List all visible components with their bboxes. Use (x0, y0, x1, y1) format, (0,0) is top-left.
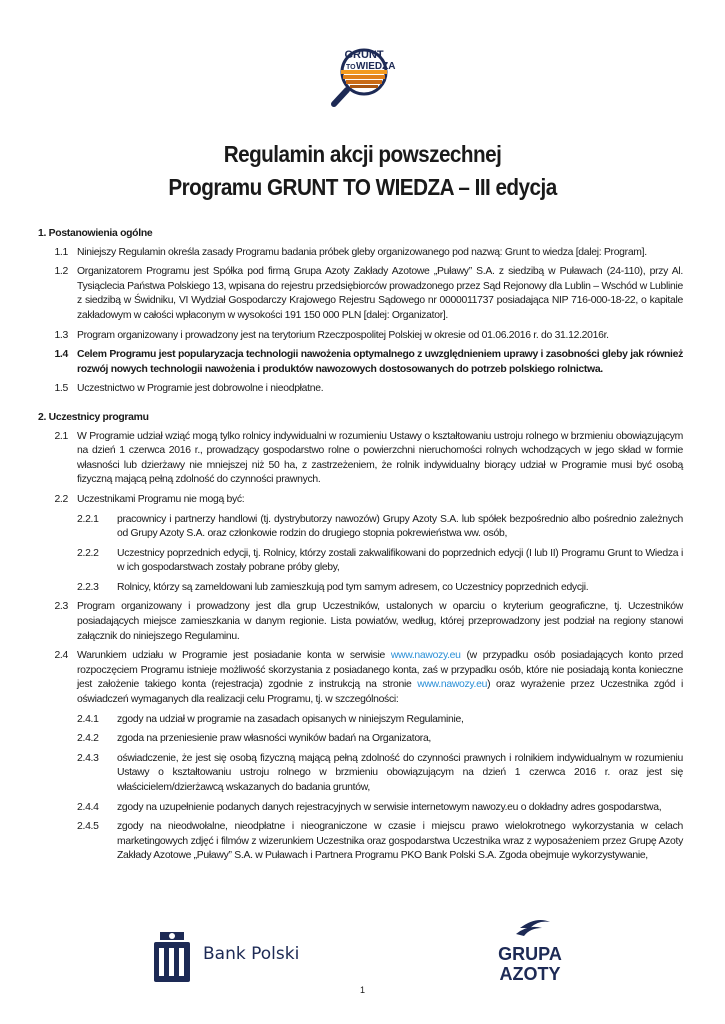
azoty-text-azoty: AZOTY (499, 964, 561, 984)
grupa-azoty-logo (480, 914, 580, 984)
grunt-to-wiedza-logo (324, 44, 402, 108)
clause-2-4-2 (38, 732, 683, 747)
logo-text-to: TO (346, 64, 356, 71)
clause-text (77, 649, 683, 707)
clause-text: W Programie udział wziąć mogą tylko rolnicy indywidualni w rozumieniu Ustawy o kształtowaniu ustroju rolnego w brzmieniu obowiązującym na dzień 1 czerwca 2016 r., prowadzący gospodarstwo rolne o powierzchni nieruchomości rolnych wchodzących w jego skład w formie własności lub dzierżawy nie mniejszej niż 50 ha, z zastrzeżeniem, że rolnik indywidualny biorący udział w Programie musi być osobą fizyczną mającą pełną zdolność do czynności prawnych. (77, 430, 683, 486)
clause-text-part: ) oraz wyrażenie przez Uczestnika zgód i oświadczeń wymaganych dla realizacji celu Programu, tj. w szczególności: (77, 679, 683, 706)
section-2-heading: 2. Uczestnicy programu (38, 411, 149, 423)
clause-text: Program organizowany i prowadzony jest dla grup Uczestników, ustalonych w oparciu o kryterium geograficzne, tj. Uczestników posiadających miejsce zamieszkania w danym regionie. Lista powiatów, według, której przeprowadzony jest podział na regiony stanowi załącznik do niniejszego Regulaminu. (77, 601, 683, 642)
clause-text: zgody na uzupełnienie podanych danych rejestracyjnych w serwisie internetowym nawozy.eu o dokładny adres gospodarstwa, (117, 801, 662, 813)
clause-text: Niniejszy Regulamin określa zasady Programu badania próbek gleby organizowanego pod nazwą: Grunt to wiedza [dalej: Program]. (77, 246, 647, 258)
pko-bank-polski-logo (148, 928, 198, 988)
clause-text-part: (w przypadku osób posiadających konto przed rozpoczęciem Programu istnieje możliwość skorzystania z posiadanego konta, zaś w przypadku osób, które nie posiadają konta konieczne jest założenie takiego konta (rejestracja) zgodnie z instrukcją na stronie (77, 650, 684, 691)
clause-2-4 (38, 649, 683, 707)
clause-text: pracownicy i partnerzy handlowi (tj. dystrybutorzy nawozów) Grupy Azoty S.A. lub spółek bezpośrednio albo pośrednio zależnych od Grupy Azoty S.A. oraz członkowie rodzin do drugiego stopnia pokrewieństwa ww. osób, (117, 513, 683, 540)
clause-text: Uczestnikami Programu nie mogą być: (77, 493, 245, 505)
clause-1-3 (38, 329, 683, 344)
clause-2-3 (38, 600, 683, 644)
clause-number: 1.1 (54, 246, 68, 258)
clause-2-1 (38, 430, 683, 488)
clause-1-2 (38, 265, 683, 323)
section-1-heading: 1. Postanowienia ogólne (38, 228, 153, 239)
clause-number: 1.3 (54, 329, 68, 341)
clause-text: zgody na udział w programie na zasadach opisanych w niniejszym Regulaminie, (117, 713, 464, 725)
clause-text: Organizatorem Programu jest Spółka pod firmą Grupa Azoty Zakłady Azotowe „Puławy” S.A. z siedzibą w Puławach (24-110), przy Al. Tysiąclecia Państwa Polskiego 13, wpisana do rejestru przedsiębiorców prowadzonego przez Sąd Rejonowy dla Lublin – Wschód w Lublinie z siedzibą w Świdniku, VI Wydział Gospodarczy Krajowego Rejestru Sądowego nr 0000011737 posiadająca NIP 716-000-18-22, o kapitale zakładowym w całości wpłaconym w wysokości 191 150 000 PLN [dalej: Organizator]. (77, 266, 683, 321)
clause-text: Uczestnictwo w Programie jest dobrowolne i nieodpłatne. (77, 383, 324, 395)
clause-2-4-5 (38, 820, 683, 864)
clause-2-4-4 (38, 801, 683, 816)
clause-text: zgody na nieodwołalne, nieodpłatne i nieograniczone w czasie i miejscu prawo wielokrotnego wykorzystania w celach marketingowych zdjęć i filmów z wizerunkiem Uczestnika oraz gospodarstwa Uczestnika wraz z wyposażeniem przez Grupę Azoty Zakłady Azotowe „Puławy” S.A. w Puławach i Partnera Programu PKO Bank Polski S.A. Zgoda obejmuje wykorzystywanie, (117, 821, 683, 862)
clause-number: 2.4.1 (77, 713, 99, 725)
nawozy-link[interactable]: www.nawozy.eu (417, 679, 488, 691)
clause-number: 2.4.3 (77, 752, 99, 764)
clause-number: 2.4.2 (77, 733, 99, 745)
clause-1-4 (38, 348, 683, 377)
clause-2-2-2 (38, 547, 683, 576)
logo-text-wiedza: WIEDZA (356, 61, 396, 72)
clause-2-2-1 (38, 513, 683, 542)
clause-text: Uczestnicy poprzednich edycji, tj. Rolnicy, którzy zostali zakwalifikowani do poprzednich edycji (I lub II) Programu Grunt to Wiedza i w ich gospodarstwach zostały pobrane próby gleby, (117, 547, 683, 574)
title-line-1: Regulamin akcji powszechnej (223, 141, 502, 167)
regulation-body (38, 227, 683, 869)
nawozy-link[interactable]: www.nawozy.eu (390, 650, 461, 662)
clause-number: 2.2 (54, 493, 68, 505)
page-number: 1 (359, 985, 365, 995)
logo-text-grunt: GRUNT (344, 49, 384, 61)
clause-1-1 (38, 246, 683, 261)
clause-number: 2.4.4 (77, 801, 99, 813)
clause-number: 2.4 (54, 650, 68, 662)
clause-number: 1.2 (54, 266, 68, 278)
clause-number: 1.5 (54, 383, 68, 395)
clause-2-4-3 (38, 752, 683, 796)
clause-text: Program organizowany i prowadzony jest na terytorium Rzeczpospolitej Polskiej w okresie od 01.06.2016 r. do 31.12.2016r. (77, 329, 609, 341)
document-title (0, 138, 725, 204)
clause-number: 2.1 (54, 430, 68, 442)
clause-2-2-3 (38, 581, 683, 596)
clause-number: 1.4 (54, 349, 68, 361)
clause-2-4-1 (38, 713, 683, 728)
clause-text: zgoda na przeniesienie praw własności wyników badań na Organizatora, (117, 733, 432, 745)
clause-2-2 (38, 493, 683, 508)
clause-number: 2.2.1 (77, 513, 99, 525)
pko-bank-polski-label: Bank Polski (203, 944, 300, 964)
clause-text: oświadczenie, że jest się osobą fizyczną mającą pełną zdolność do czynności prawnych i rolnikiem indywidualnym w rozumieniu Ustawy o kształtowaniu ustroju rolnego w brzmieniu obowiązującym na dzień 1 czerwca 2016 r. oraz jest się właścicielem/dzierżawcą wskazanych do badania gruntów, (117, 752, 683, 793)
clause-1-5 (38, 382, 683, 397)
clause-number: 2.2.3 (77, 581, 99, 593)
clause-text: Rolnicy, którzy są zameldowani lub zamieszkują pod tym samym adresem, co Uczestnicy poprzednich edycji. (117, 581, 589, 593)
clause-number: 2.4.5 (77, 821, 99, 833)
azoty-text-grupa: GRUPA (498, 944, 562, 964)
clause-text: Celem Programu jest popularyzacja technologii nawożenia optymalnego z uwzględnieniem uprawy i zasobności gleby jak również rozwój nowych technologii nawożenia i produktów nawozowych dostosowanych do potrzeb polskiego rolnictwa. (77, 349, 683, 375)
title-line-2: Programu GRUNT TO WIEDZA – III edycja (168, 174, 557, 200)
clause-number: 2.3 (54, 601, 68, 613)
clause-text-part: Warunkiem udziału w Programie jest posiadanie konta w serwisie (77, 650, 391, 662)
clause-number: 2.2.2 (77, 547, 99, 559)
